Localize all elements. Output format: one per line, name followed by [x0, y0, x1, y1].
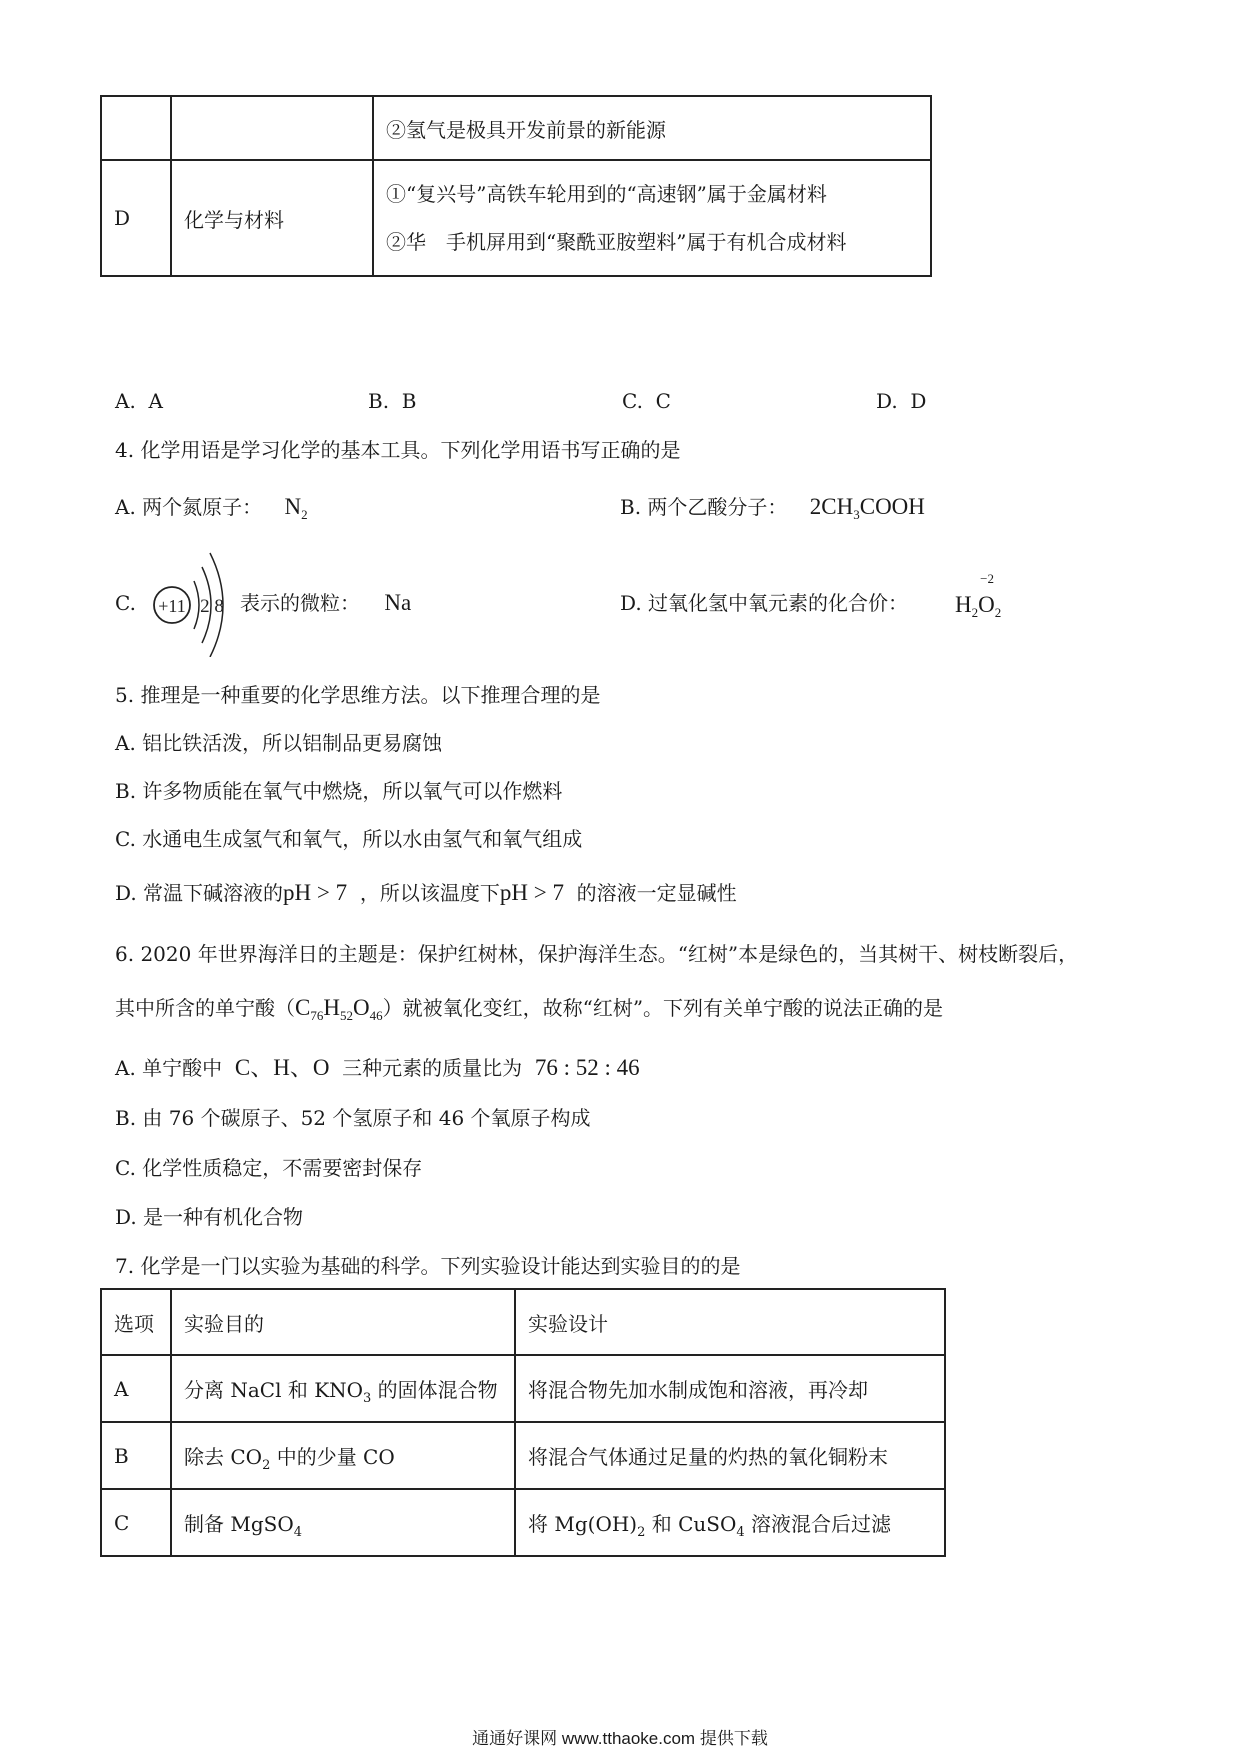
table-cell-option: D [101, 160, 171, 276]
formula-main: H [955, 592, 972, 617]
table-header: 实验设计 [515, 1289, 945, 1355]
formula: Na [384, 590, 412, 615]
formula-h2o2 [955, 571, 1002, 620]
formula-subscript: 3 [363, 1391, 372, 1406]
formula-subscript: 76 [310, 1008, 324, 1023]
q3-option-c [622, 387, 671, 415]
valence-label: −2 [980, 571, 994, 586]
cell-text: 除去 CO [184, 1445, 263, 1469]
cell-text: 将混合物先加水制成饱和溶液，再冷却 [528, 1378, 868, 1402]
q6-option-c: C. 化学性质稳定，不需要密封保存 [115, 1156, 423, 1180]
table-row [101, 1422, 945, 1489]
table-cell-option: B [101, 1422, 171, 1489]
stem-text: ）就被氧化变红，故称“红树”。下列有关单宁酸的说法正确的是 [382, 996, 944, 1020]
table-cell-design [515, 1422, 945, 1489]
q5-option-b: B. 许多物质能在氧气中燃烧，所以氧气可以作燃料 [115, 779, 563, 803]
table-header: 实验目的 [171, 1289, 515, 1355]
formula-main: O [978, 592, 995, 617]
q7-stem: 7. 化学是一门以实验为基础的科学。下列实验设计能达到实验目的的是 [115, 1254, 741, 1278]
option-letter: D. [876, 389, 898, 413]
q5-option-d [115, 879, 737, 907]
q4-option-c-label: C. [115, 591, 136, 615]
option-letter: A. [115, 389, 136, 413]
formula-main: 2CH [809, 494, 854, 519]
electron-counts: 2 8 [200, 596, 224, 617]
option-text: A. 单宁酸中 [115, 1056, 223, 1080]
q5-option-c: C. 水通电生成氢气和氧气，所以水由氢气和氧气组成 [115, 827, 583, 851]
formula-main: C [295, 995, 311, 1020]
content-line: ①“复兴号”高铁车轮用到的“高速钢”属于金属材料 [386, 182, 827, 206]
formula-subscript: 2 [637, 1525, 646, 1540]
page-footer: 通通好课网 www.tthaoke.com 提供下载 [472, 1729, 768, 1748]
cell-text: 中的少量 CO [270, 1445, 395, 1469]
formula-main: O [352, 995, 370, 1020]
formula-main: COOH [859, 494, 925, 519]
formula-subscript: 4 [293, 1525, 303, 1540]
formula-subscript: 2 [262, 1458, 271, 1473]
q5-option-a: A. 铝比铁活泼，所以铝制品更易腐蚀 [115, 731, 443, 755]
nucleus-charge: +11 [158, 596, 186, 616]
formula-subscript: 2 [971, 605, 979, 620]
q6-option-b: B. 由 76 个碳原子、52 个氢原子和 46 个氧原子构成 [115, 1106, 591, 1130]
table-cell-content [373, 160, 931, 276]
table-cell-design [515, 1489, 945, 1556]
q3-option-d [876, 387, 926, 415]
formula: pH > 7 [499, 880, 564, 905]
formula-subscript: 3 [853, 507, 860, 522]
formula-subscript: 4 [736, 1525, 745, 1540]
option-text: 三种元素的质量比为 [342, 1056, 523, 1080]
q4-option-b [620, 493, 925, 521]
q4-option-c-desc [240, 589, 411, 617]
q6-option-a [115, 1054, 640, 1082]
experiment-table [100, 1288, 946, 1557]
formula-subscript: 2 [994, 605, 1002, 620]
option-desc: 表示的微粒： [240, 591, 360, 615]
stem-text: 其中所含的单宁酸（ [115, 996, 295, 1020]
table-cell-goal [171, 1489, 515, 1556]
cell-text: 将 Mg(OH) [528, 1512, 638, 1536]
table-header-row [101, 1289, 945, 1355]
formula-ratio: 76 : 52 : 46 [534, 1055, 640, 1080]
formula: C、H、O [234, 1055, 330, 1080]
atom-structure-diagram [142, 545, 242, 657]
table-cell-topic [171, 96, 373, 160]
table-row [101, 1355, 945, 1422]
option-letter: B. [368, 389, 390, 413]
formula-subscript: 52 [339, 1008, 353, 1023]
table-cell-design [515, 1355, 945, 1422]
cell-text: 的固体混合物 [371, 1378, 498, 1402]
q4-stem: 4. 化学用语是学习化学的基本工具。下列化学用语书写正确的是 [115, 438, 681, 462]
content-line: ②华 手机屏用到“聚酰亚胺塑料”属于有机合成材料 [386, 230, 847, 254]
q3-option-a [115, 387, 163, 415]
formula-tannic-acid [295, 995, 383, 1023]
cell-text: 和 CuSO [645, 1512, 737, 1536]
cell-text: 制备 MgSO [184, 1512, 294, 1536]
table-cell-option: C [101, 1489, 171, 1556]
option-letter: C. [622, 389, 643, 413]
electron-shell-arc [194, 581, 199, 629]
q6-stem-line2 [115, 994, 943, 1022]
top-table [100, 95, 932, 277]
option-text: D. 常温下碱溶液的 [115, 881, 284, 905]
q6-option-d: D. 是一种有机化合物 [115, 1205, 304, 1229]
option-label: A. 两个氮原子： [115, 495, 263, 519]
table-row [101, 1489, 945, 1556]
table-row [101, 96, 931, 160]
option-text: 的溶液一定显碱性 [576, 881, 737, 905]
option-text: A [148, 389, 163, 413]
q3-option-b [368, 387, 416, 415]
table-cell-goal [171, 1355, 515, 1422]
oxygen-with-valence [978, 571, 995, 618]
formula-subscript: 2 [301, 507, 308, 522]
option-label: B. 两个乙酸分子： [620, 495, 788, 519]
option-text: C [655, 389, 671, 413]
option-label: D. 过氧化氢中氧元素的化合价： [620, 591, 909, 615]
content-line: ②氢气是极具开发前景的新能源 [386, 117, 666, 142]
q4-option-a [115, 493, 308, 521]
option-text: B [401, 389, 417, 413]
q6-stem-line1: 6. 2020 年世界海洋日的主题是：保护红树林，保护海洋生态。“红树”本是绿色的，当其树干、树枝断裂后， [115, 942, 1079, 966]
table-cell-option: A [101, 1355, 171, 1422]
formula-main: N [284, 494, 302, 519]
q4-option-d [620, 589, 908, 617]
cell-text: 将混合气体通过足量的灼热的氧化铜粉末 [528, 1445, 888, 1469]
table-cell-option [101, 96, 171, 160]
q5-stem: 5. 推理是一种重要的化学思维方法。以下推理合理的是 [115, 683, 601, 707]
table-cell-topic: 化学与材料 [171, 160, 373, 276]
formula-main: H [323, 995, 340, 1020]
formula-subscript: 46 [369, 1008, 383, 1023]
cell-text: 分离 NaCl 和 KNO [184, 1378, 364, 1402]
option-text: D [910, 389, 927, 413]
table-row [101, 160, 931, 276]
formula [284, 494, 308, 522]
option-text: ，所以该温度下 [359, 881, 500, 905]
table-cell-goal [171, 1422, 515, 1489]
formula: pH > 7 [283, 880, 348, 905]
cell-text: 溶液混合后过滤 [744, 1512, 892, 1536]
table-header: 选项 [101, 1289, 171, 1355]
formula [809, 494, 925, 522]
table-cell-content [373, 96, 931, 160]
